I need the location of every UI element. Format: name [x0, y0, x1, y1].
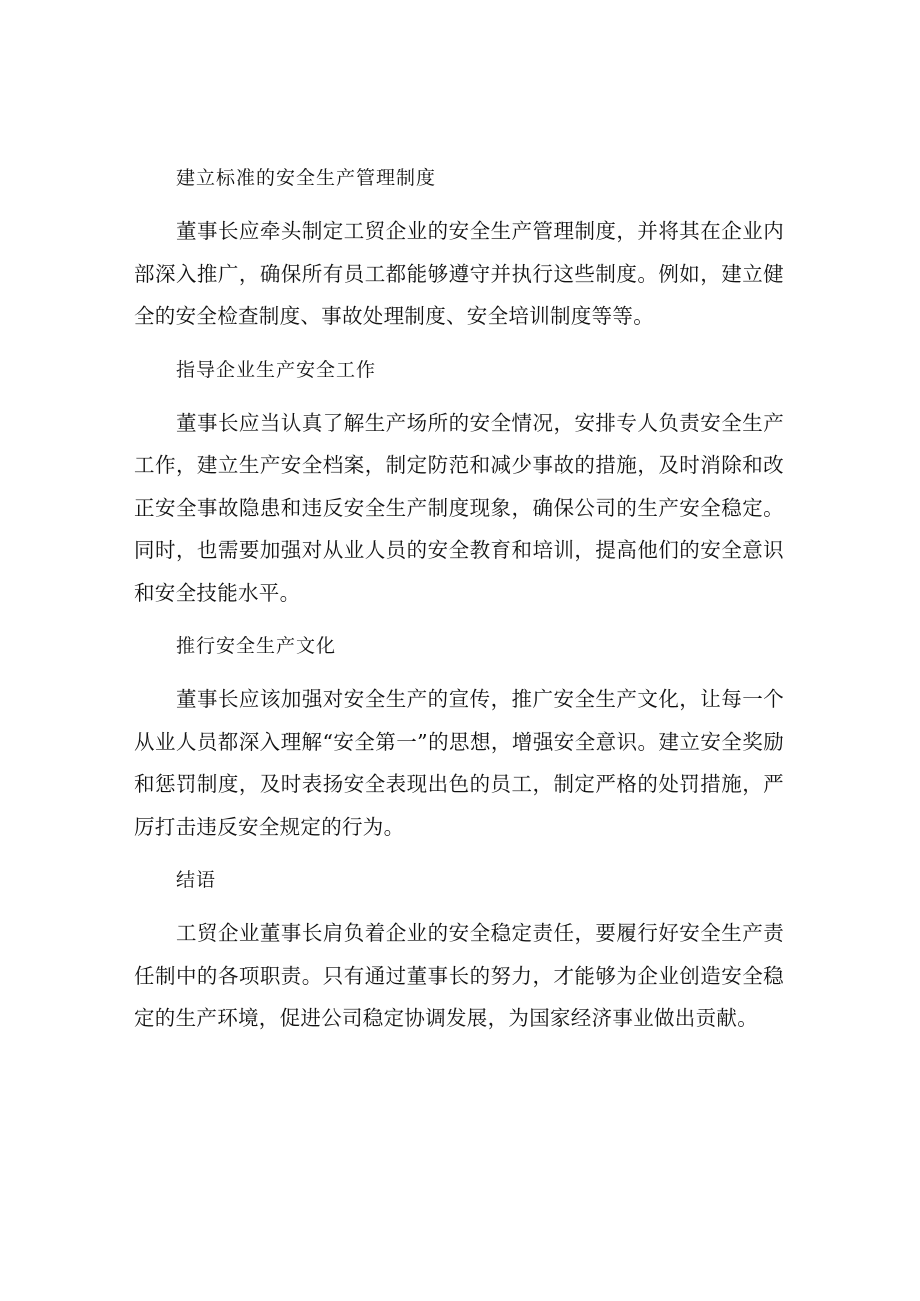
section-paragraph: 董事长应牵头制定工贸企业的安全生产管理制度，并将其在企业内部深入推广，确保所有员工都能够遵守并执行这些制度。例如，建立健全的安全检查制度、事故处理制度、安全培训制度等等。 [134, 219, 784, 328]
section-paragraph: 董事长应当认真了解生产场所的安全情况，安排专人负责安全生产工作，建立生产安全档案，制定防范和减少事故的措施，及时消除和改正安全事故隐患和违反安全生产制度现象，确保公司的生产安全稳定。同时，也需要加强对从业人员的安全教育和培训，提高他们的安全意识和安全技能水平。 [134, 410, 784, 605]
section-heading: 推行安全生产文化 [176, 635, 337, 657]
section-heading: 指导企业生产安全工作 [176, 358, 377, 381]
section-heading: 建立标准的安全生产管理制度 [176, 167, 437, 189]
section-heading: 结语 [176, 869, 217, 891]
section-paragraph: 董事长应该加强对安全生产的宣传，推广安全生产文化，让每一个从业人员都深入理解“安全第一”的思想，增强安全意识。建立安全奖励和惩罚制度，及时表扬安全表现出色的员工，制定严格的处罚措施，严厉打击违反安全规定的行为。 [134, 687, 784, 839]
section-paragraph: 工贸企业董事长肩负着企业的安全稳定责任，要履行好安全生产责任制中的各项职责。只有通过董事长的努力，才能够为企业创造安全稳定的生产环境，促进公司稳定协调发展，为国家经济事业做出贡献。 [134, 921, 784, 1030]
document-body [134, 156, 784, 1040]
